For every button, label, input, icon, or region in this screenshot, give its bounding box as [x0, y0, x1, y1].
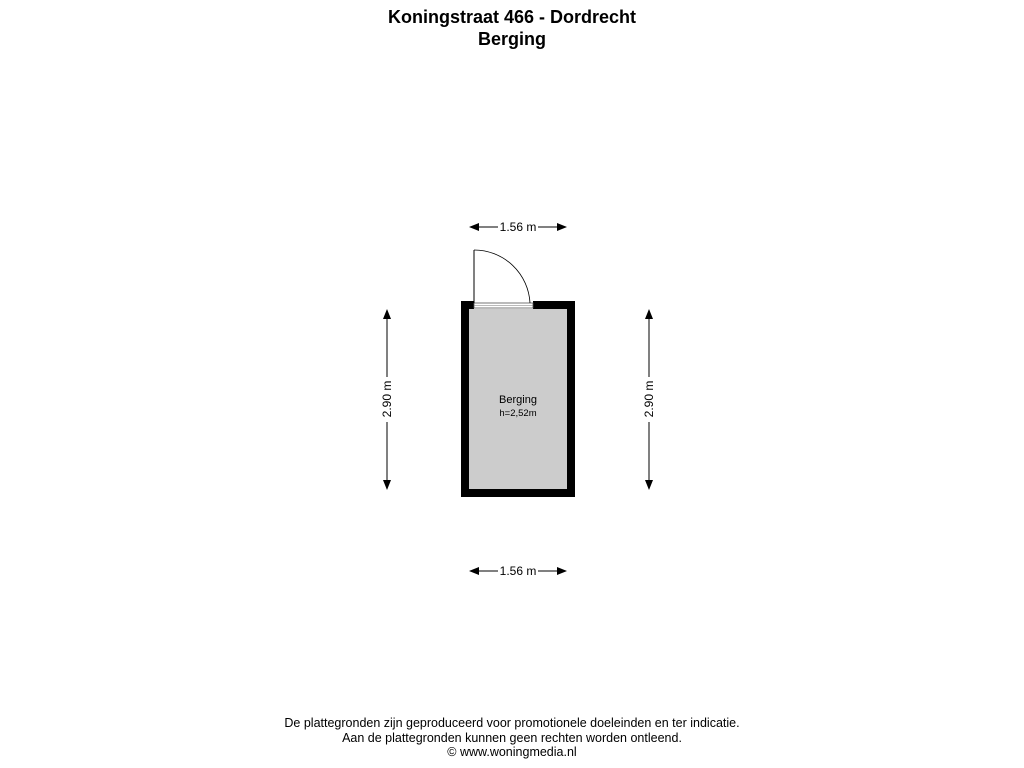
floor-title: Berging: [477, 29, 546, 49]
wall-top-right: [533, 301, 575, 309]
wall-bottom: [461, 489, 575, 497]
footer-disclaimer-1: De plattegronden zijn geproduceerd voor promotionele doeleinden en ter indicatie.: [284, 716, 740, 730]
wall-top-left-stub: [461, 301, 474, 309]
door-swing-arc: [474, 250, 530, 303]
wall-right: [567, 301, 575, 497]
room-name-label: Berging: [499, 394, 537, 406]
footer-copyright: © www.woningmedia.nl: [447, 745, 577, 759]
dimension-bottom-width: 1.56 m: [499, 564, 537, 578]
room-height-label: h=2,52m: [499, 408, 537, 419]
dimension-top-width: 1.56 m: [499, 220, 537, 234]
dimension-right-height: 2.90 m: [642, 380, 656, 418]
footer-disclaimer-2: Aan de plattegronden kunnen geen rechten worden ontleend.: [342, 731, 682, 745]
page-title: Koningstraat 466 - Dordrecht: [387, 7, 637, 27]
dimension-left-height: 2.90 m: [380, 380, 394, 418]
wall-left: [461, 301, 469, 497]
